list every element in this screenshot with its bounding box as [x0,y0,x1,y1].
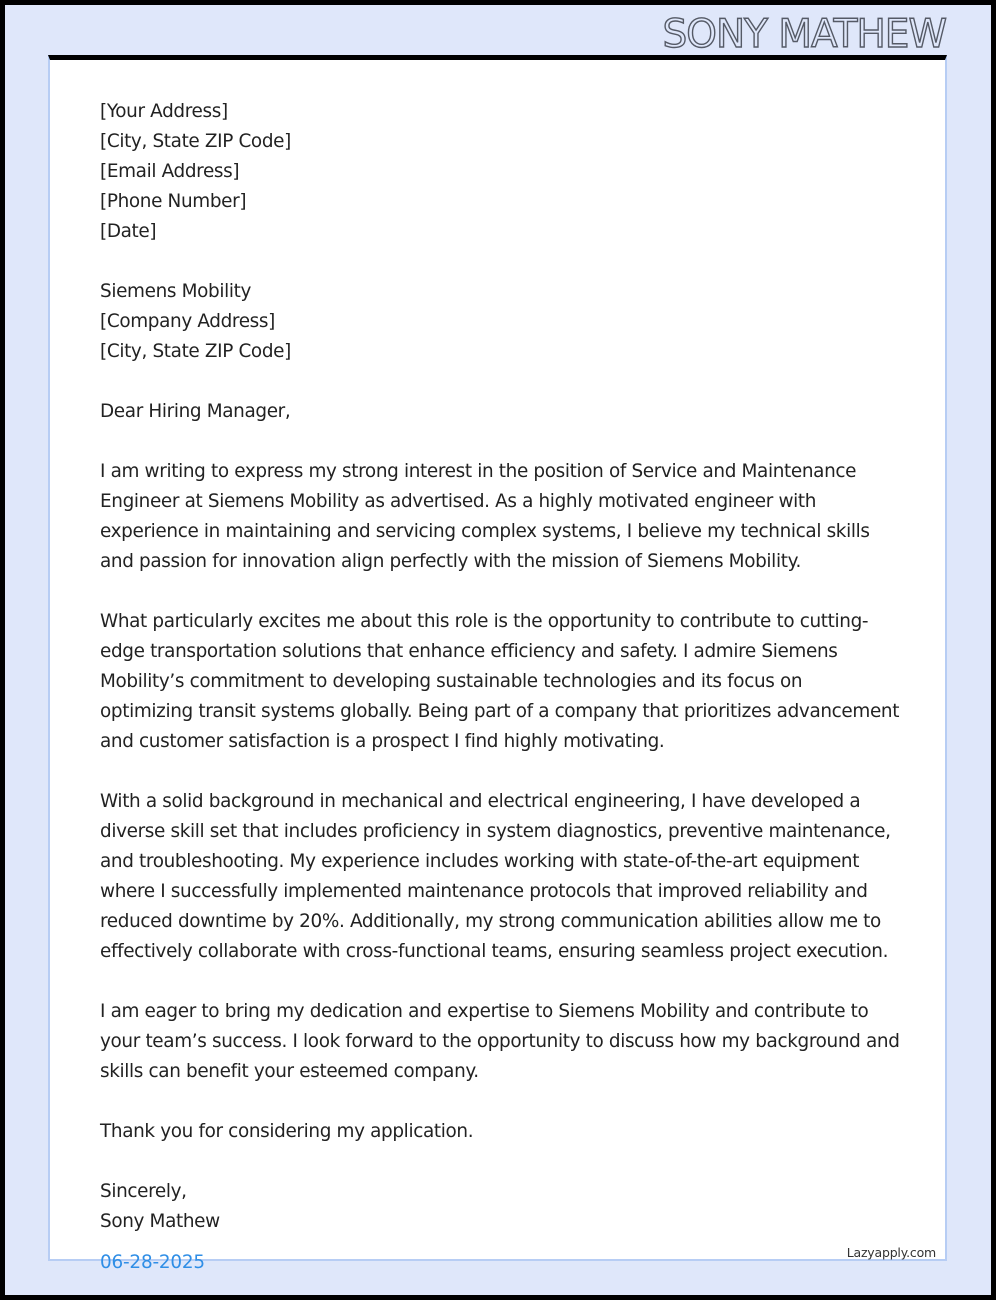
salutation: Dear Hiring Manager, [100,401,291,422]
recipient-address-block [100,277,900,367]
sender-city-line: [City, State ZIP Code] [100,131,291,152]
sender-address-line: [Your Address] [100,101,228,122]
brand-watermark: Lazyapply.com [846,1245,936,1260]
spacer [100,427,900,457]
recipient-company-line: Siemens Mobility [100,281,252,302]
spacer [100,757,900,787]
paragraph-experience: With a solid background in mechanical and electrical engineering, I have developed a diverse skill set that includes proficiency in system diagnostics, preventive maintenance, and troubleshooting. My experience includes working with state-of-the-art equipment where I successfully implemented maintenance protocols that improved reliability and reduced downtime by 20%. Additionally, my strong communication abilities allow me to effectively collaborate with cross-functional teams, ensuring seamless project execution. [100,791,891,962]
applicant-name-title: SONY MATHEW [662,12,946,57]
recipient-city-line: [City, State ZIP Code] [100,341,291,362]
sender-date-line: [Date] [100,221,157,242]
recipient-address-line: [Company Address] [100,311,275,332]
spacer [100,1147,900,1177]
spacer [100,367,900,397]
letter-body [100,97,900,1237]
paragraph-motivation: What particularly excites me about this role is the opportunity to contribute to cutting-edge transportation solutions that enhance efficiency and safety. I admire Siemens Mobility’s commitment to developing sustainable technologies and its focus on optimizing transit systems globally. Being part of a company that prioritizes advancement and customer satisfaction is a prospect I find highly motivating. [100,611,900,752]
sender-email-line: [Email Address] [100,161,240,182]
signature-name: Sony Mathew [100,1211,220,1232]
paragraph-thanks: Thank you for considering my application. [100,1121,474,1142]
paragraph-conclusion: I am eager to bring my dedication and expertise to Siemens Mobility and contribute to your team’s success. I look forward to the opportunity to discuss how my background and skills can benefit your esteemed company. [100,1001,900,1082]
spacer [100,1087,900,1117]
spacer [100,247,900,277]
footer-date: 06-28-2025 [100,1252,205,1273]
sender-address-block [100,97,900,247]
sender-phone-line: [Phone Number] [100,191,247,212]
spacer [100,577,900,607]
spacer [100,967,900,997]
paragraph-intro: I am writing to express my strong interest in the position of Service and Maintenance Engineer at Siemens Mobility as advertised. As a highly motivated engineer with experience in maintaining and servicing complex systems, I believe my technical skills and passion for innovation align perfectly with the mission of Siemens Mobility. [100,461,870,572]
valediction: Sincerely, [100,1181,187,1202]
